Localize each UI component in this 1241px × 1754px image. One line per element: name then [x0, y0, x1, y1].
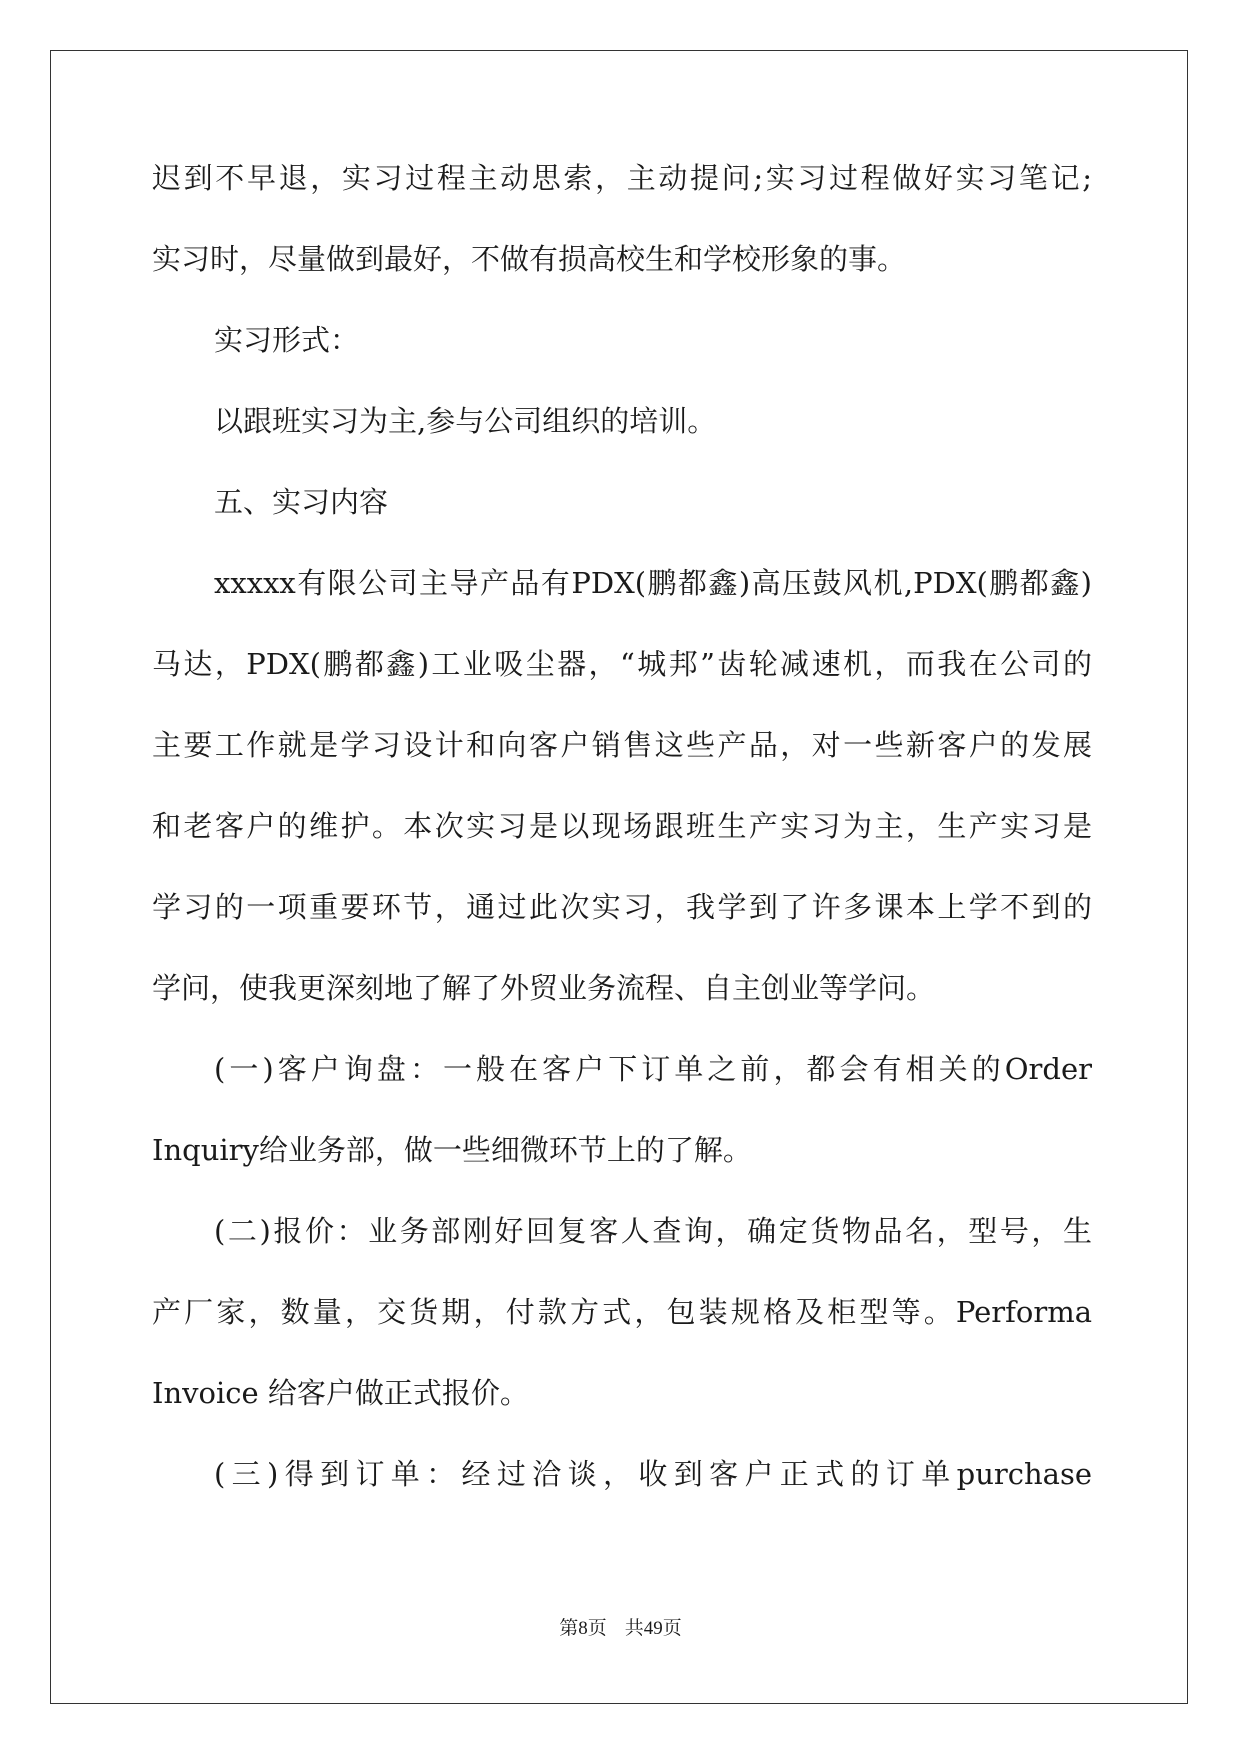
paragraph-line: 产厂家，数量，交货期，付款方式，包装规格及柜型等。Performa [152, 1295, 1092, 1329]
page-total: 共49页 [624, 1618, 682, 1639]
paragraph-line: xxxxx有限公司主导产品有PDX(鹏都鑫)高压鼓风机,PDX(鹏都鑫) [214, 566, 1092, 600]
paragraph-line: 学问，使我更深刻地了解了外贸业务流程、自主创业等学问。 [152, 971, 936, 1005]
paragraph-line: 和老客户的维护。本次实习是以现场跟班生产实习为主，生产实习是 [152, 809, 1092, 843]
paragraph-line: Invoice 给客户做正式报价。 [152, 1376, 529, 1410]
paragraph-line: 主要工作就是学习设计和向客户销售这些产品，对一些新客户的发展 [152, 728, 1092, 762]
paragraph-line: (二)报价：业务部刚好回复客人查询，确定货物品名，型号，生 [214, 1214, 1092, 1248]
paragraph-line: Inquiry给业务部，做一些细微环节上的了解。 [152, 1133, 752, 1167]
paragraph-line: (一)客户询盘：一般在客户下订单之前，都会有相关的Order [214, 1052, 1092, 1086]
paragraph-line: (三)得到订单：经过洽谈，收到客户正式的订单purchase [214, 1457, 1092, 1491]
paragraph-line: 学习的一项重要环节，通过此次实习，我学到了许多课本上学不到的 [152, 890, 1092, 924]
page-number: 第8页 [559, 1618, 607, 1639]
section-label: 实习形式： [214, 323, 360, 357]
paragraph-line: 以跟班实习为主,参与公司组织的培训。 [214, 404, 717, 438]
paragraph-line: 马达，PDX(鹏都鑫)工业吸尘器，“城邦”齿轮减速机，而我在公司的 [152, 647, 1092, 681]
paragraph-line: 迟到不早退，实习过程主动思索，主动提问;实习过程做好实习笔记; [152, 161, 1092, 195]
paragraph-line: 实习时，尽量做到最好，不做有损高校生和学校形象的事。 [152, 242, 907, 276]
document-body [152, 160, 1092, 1537]
page-footer [0, 1613, 1241, 1640]
section-heading: 五、实习内容 [214, 485, 389, 519]
